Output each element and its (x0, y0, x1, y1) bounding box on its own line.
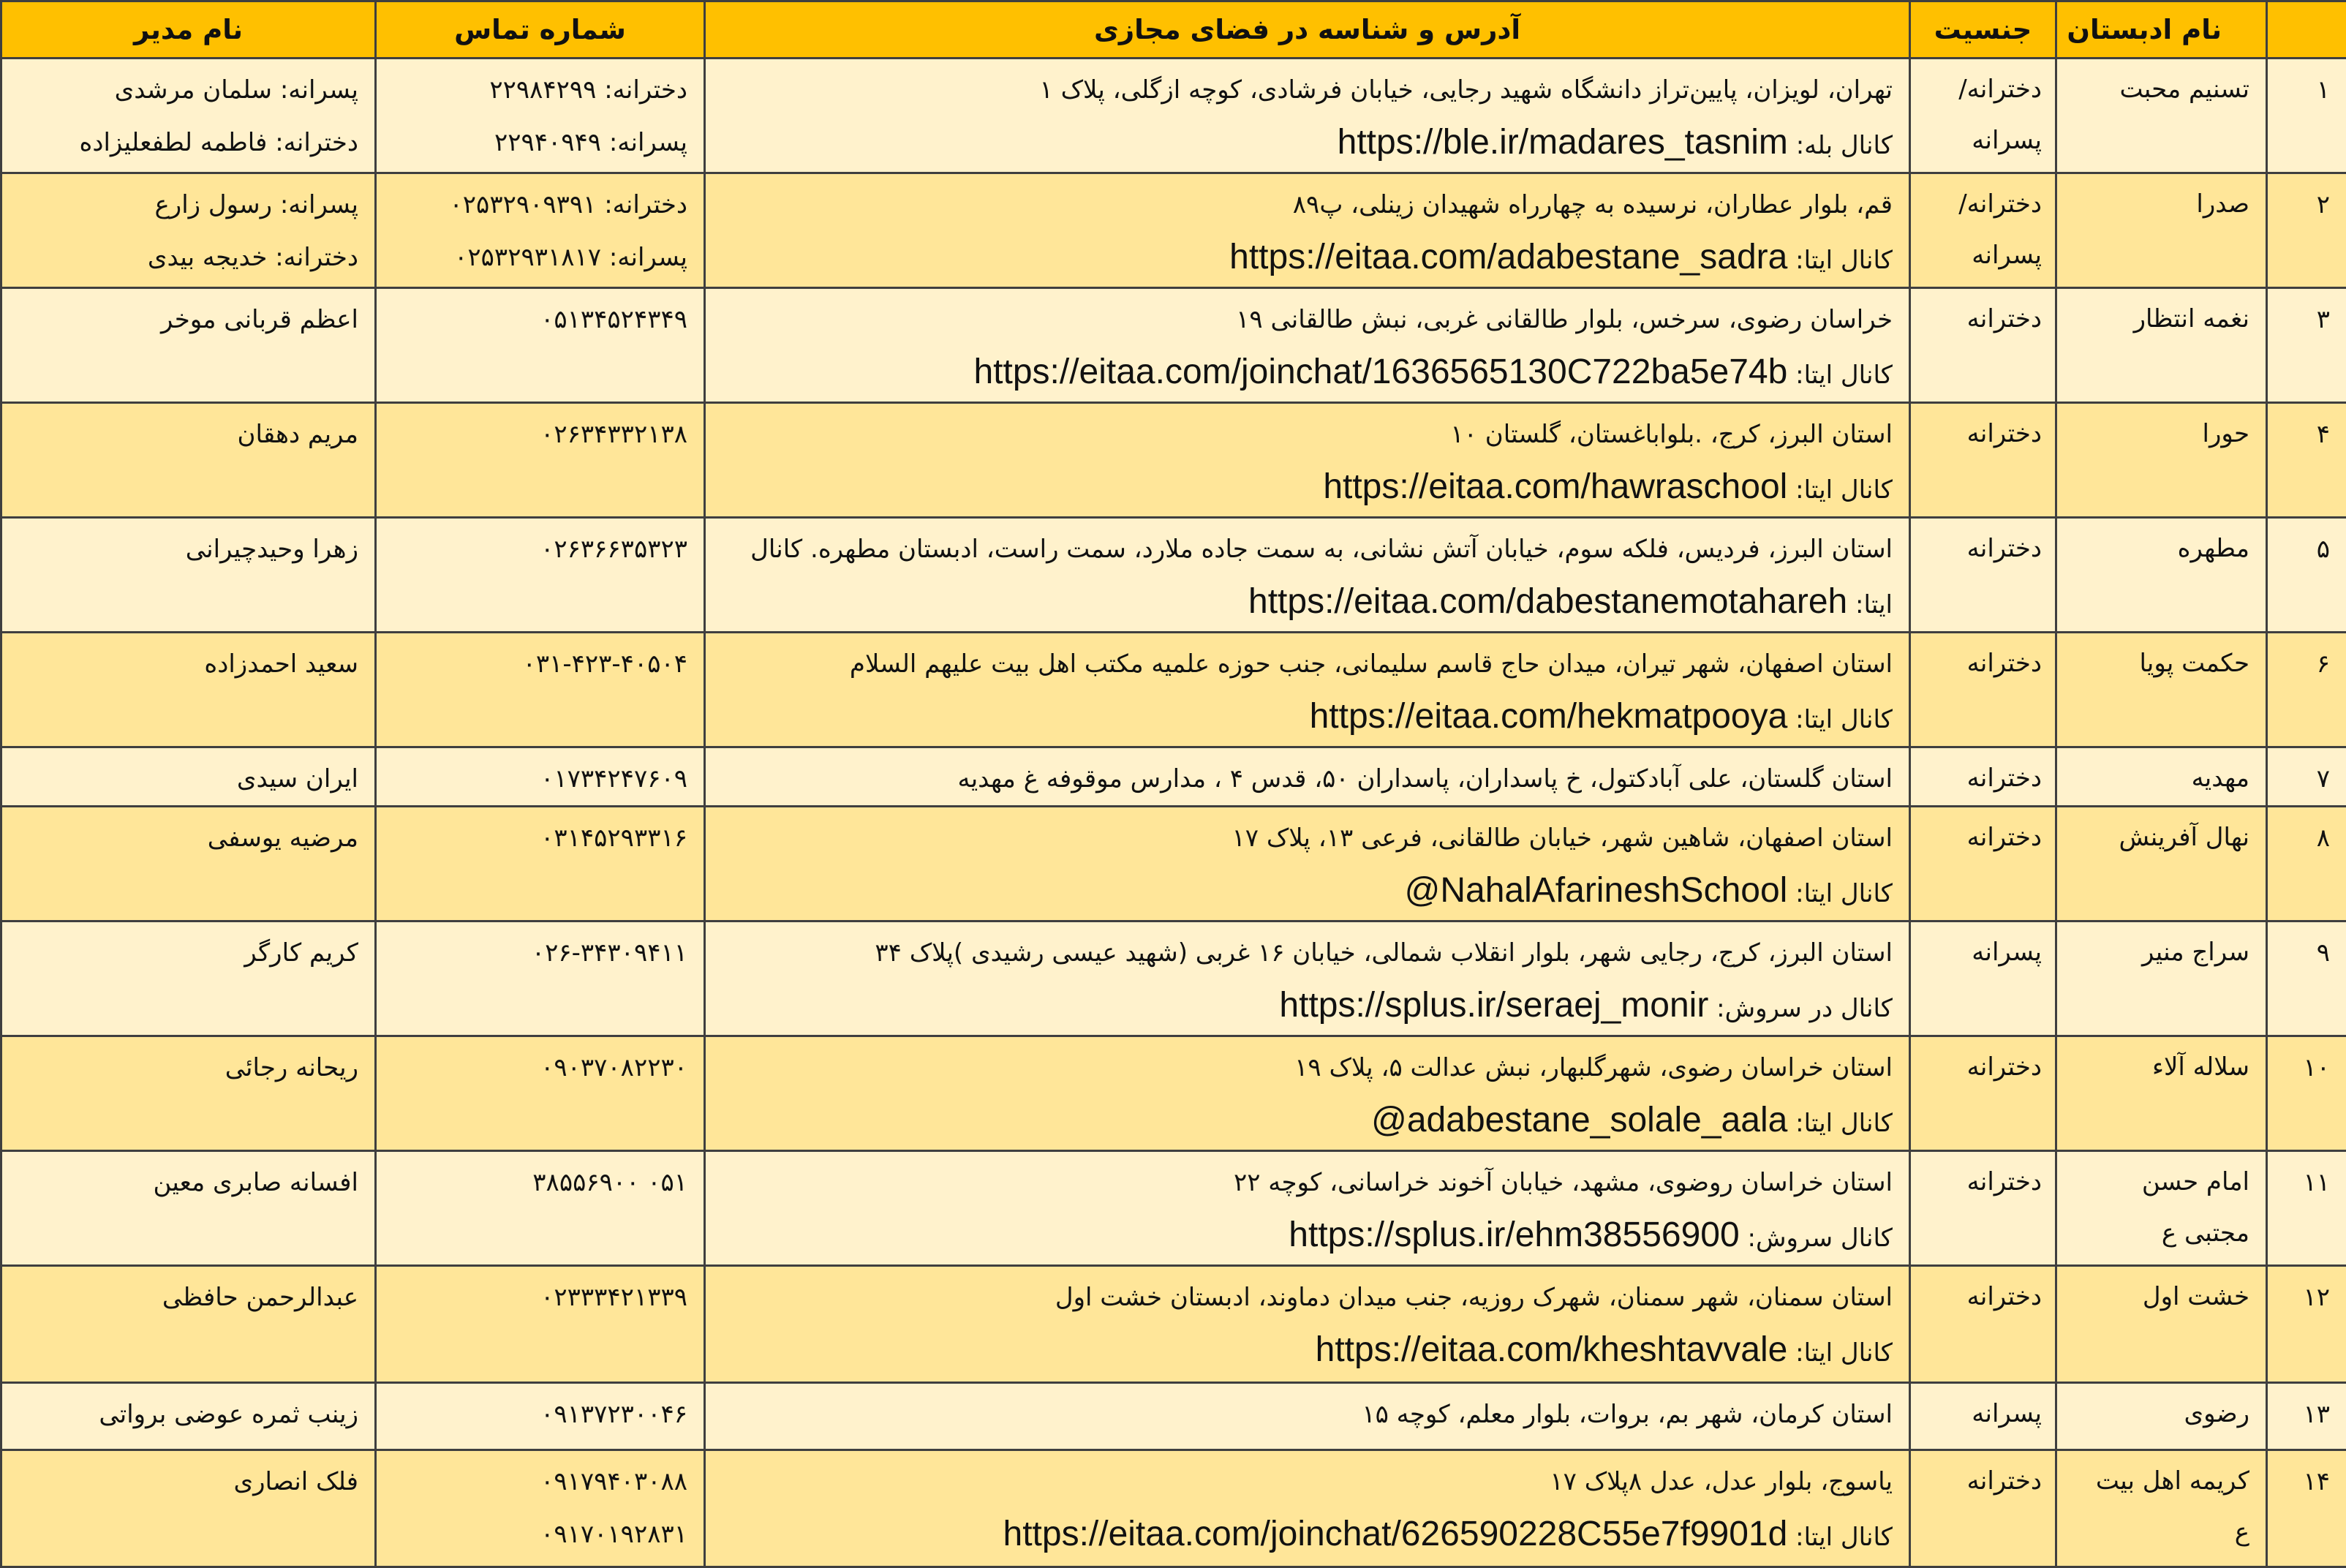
address-cell (705, 747, 1910, 807)
channel-label: کانال ایتا: (1795, 475, 1893, 505)
gender-cell (1910, 807, 2056, 921)
row-number: ۱ (2317, 75, 2330, 105)
gender-cell (1910, 403, 2056, 518)
gender: دخترانه (1967, 1466, 2042, 1496)
row-number-cell (2267, 59, 2346, 173)
phone-number: ۰۹۰۳۷۰۸۲۲۳۰ (391, 1041, 687, 1094)
manager-cell (1, 1036, 376, 1151)
phone-number: ۰۵۱۳۴۵۲۴۳۴۹ (391, 293, 687, 346)
phone-number: ۰۹۱۳۷۲۳۰۰۴۶ (391, 1388, 687, 1441)
gender: دخترانه (1967, 304, 2042, 333)
school-name-cell (2056, 403, 2267, 518)
address-cell (705, 1036, 1910, 1151)
gender: دخترانه (1967, 1282, 2042, 1311)
row-number-cell (2267, 1383, 2346, 1450)
row-number: ۹ (2317, 938, 2330, 968)
row-number: ۱۰ (2303, 1053, 2330, 1082)
table-row (1, 518, 2346, 633)
channel-label: کانال ایتا: (1795, 1338, 1893, 1368)
manager-cell (1, 173, 376, 288)
phone-number: ۰۱۷۳۴۲۴۷۶۰۹ (391, 753, 687, 805)
school-name-cell (2056, 59, 2267, 173)
row-number: ۱۱ (2303, 1168, 2330, 1197)
row-number: ۱۳ (2303, 1400, 2330, 1429)
school-name: صدرا (2196, 189, 2249, 219)
address: خراسان رضوی، سرخس، بلوار طالقانی غربی، نبش طالقانی ۱۹ (722, 293, 1893, 346)
phone-cell (376, 747, 705, 807)
manager-cell (1, 1266, 376, 1383)
manager-name: فلک انصاری (18, 1455, 358, 1508)
manager-cell (1, 1450, 376, 1567)
phone-cell (376, 518, 705, 633)
address-cell (705, 1450, 1910, 1567)
channel-line (722, 576, 1893, 631)
gender: دخترانه (1967, 1052, 2042, 1082)
school-name-cell (2056, 1450, 2267, 1567)
school-name: کریمه اهل بیت ع (2096, 1466, 2249, 1547)
channel-link[interactable]: https://eitaa.com/joinchat/626590228C55e7f9901d (1003, 1515, 1788, 1553)
channel-line (722, 1209, 1893, 1264)
school-name-cell (2056, 288, 2267, 403)
school-name: نغمه انتظار (2134, 304, 2249, 333)
manager-name: مرضیه یوسفی (18, 812, 358, 864)
school-name: خشت اول (2143, 1282, 2249, 1311)
manager-name: ایران سیدی (18, 753, 358, 805)
header-row-number (2267, 1, 2346, 59)
gender: دخترانه (1967, 823, 2042, 852)
row-number-cell (2267, 807, 2346, 921)
header-phone: شماره تماس (376, 1, 705, 59)
row-number: ۸ (2317, 823, 2330, 853)
gender-cell (1910, 1450, 2056, 1567)
phone-cell (376, 921, 705, 1036)
manager-name: زینب ثمره عوضی برواتی (18, 1388, 358, 1441)
phone-number: ۰۵۱ ۳۸۵۵۶۹۰۰ (391, 1156, 687, 1209)
manager-name: زهرا وحیدچیرانی (18, 523, 358, 576)
row-number-cell (2267, 921, 2346, 1036)
channel-link[interactable]: https://eitaa.com/kheshtavvale (1316, 1330, 1788, 1369)
channel-label: کانال ایتا: (1795, 1109, 1893, 1138)
row-number: ۲ (2317, 190, 2330, 219)
channel-label: کانال ایتا: (1795, 361, 1893, 390)
manager-name: سعید احمدزاده (18, 638, 358, 690)
gender-cell (1910, 1266, 2056, 1383)
phone-number: ۰۲۶۳۴۳۳۲۱۳۸ (391, 408, 687, 461)
manager-name: عبدالرحمن حافظی (18, 1271, 358, 1324)
school-name-cell (2056, 518, 2267, 633)
address-cell (705, 1266, 1910, 1383)
gender: دخترانه (1967, 1167, 2042, 1196)
gender: پسرانه (1972, 1399, 2042, 1428)
school-name-cell (2056, 1266, 2267, 1383)
phone-cell (376, 1036, 705, 1151)
address: استان سمنان، شهر سمنان، شهرک روزیه، جنب میدان دماوند، ادبستان خشت اول (722, 1271, 1893, 1324)
school-name: حورا (2203, 419, 2249, 448)
phone-cell (376, 1266, 705, 1383)
address: قم، بلوار عطاران، نرسیده به چهارراه شهیدان زینلی، پ۸۹ (722, 178, 1893, 231)
table-row (1, 59, 2346, 173)
phone-number: ۰۹۱۷۹۴۰۳۰۸۸ (391, 1455, 687, 1508)
gender: دخترانه (1967, 649, 2042, 678)
channel-line (722, 864, 1893, 920)
phone-number: پسرانه: ۰۲۵۳۲۹۳۱۸۱۷ (391, 231, 687, 284)
school-name-cell (2056, 747, 2267, 807)
table-row (1, 403, 2346, 518)
gender: دخترانه/ پسرانه (1958, 75, 2042, 155)
channel-line (722, 461, 1893, 516)
channel-label: ایتا: (1855, 590, 1893, 619)
row-number-cell (2267, 173, 2346, 288)
address-cell (705, 807, 1910, 921)
address-cell (705, 173, 1910, 288)
channel-link[interactable]: https://eitaa.com/hawraschool (1323, 467, 1787, 506)
table-row (1, 1036, 2346, 1151)
row-number-cell (2267, 518, 2346, 633)
gender-cell (1910, 173, 2056, 288)
phone-number: ۰۹۱۷۰۱۹۲۸۳۱ (391, 1508, 687, 1561)
phone-cell (376, 173, 705, 288)
school-name: حکمت پویا (2140, 649, 2250, 678)
phone-number: دخترانه: ۰۲۵۳۲۹۰۹۳۹۱ (391, 178, 687, 231)
school-name-cell (2056, 921, 2267, 1036)
school-name-cell (2056, 1151, 2267, 1266)
header-manager: نام مدیر (1, 1, 376, 59)
channel-label: کانال در سروش: (1716, 994, 1893, 1023)
phone-number: ۰۳۱۴۵۲۹۳۳۱۶ (391, 812, 687, 864)
channel-link[interactable]: https://eitaa.com/adabestane_sadra (1229, 238, 1787, 276)
manager-cell (1, 1151, 376, 1266)
manager-name: ریحانه رجائی (18, 1041, 358, 1094)
school-name-cell (2056, 1036, 2267, 1151)
manager-name: پسرانه: رسول زارع (18, 178, 358, 231)
row-number: ۵ (2317, 535, 2330, 564)
address: استان البرز، فردیس، فلکه سوم، خیابان آتش نشانی، به سمت جاده ملارد، سمت راست، ادبستان مطهره. کانال (722, 523, 1893, 576)
phone-number: ۰۲۳۳۳۴۲۱۳۳۹ (391, 1271, 687, 1324)
table-row (1, 747, 2346, 807)
table-row (1, 173, 2346, 288)
table-row (1, 1383, 2346, 1450)
phone-cell (376, 403, 705, 518)
school-name-cell (2056, 633, 2267, 747)
gender-cell (1910, 59, 2056, 173)
row-number: ۶ (2317, 649, 2330, 679)
address: استان کرمان، شهر بم، بروات، بلوار معلم، کوچه ۱۵ (722, 1388, 1893, 1441)
row-number-cell (2267, 633, 2346, 747)
address-cell (705, 59, 1910, 173)
school-name-cell (2056, 1383, 2267, 1450)
phone-number: پسرانه: ۲۲۹۴۰۹۴۹ (391, 116, 687, 169)
address: تهران، لویزان، پایین‌تراز دانشگاه شهید رجایی، خیابان فرشادی، کوچه ازگلی، پلاک ۱ (722, 64, 1893, 116)
address-cell (705, 403, 1910, 518)
address: استان خراسان روضوی، مشهد، خیابان آخوند خراسانی، کوچه ۲۲ (722, 1156, 1893, 1209)
phone-number: دخترانه: ۲۲۹۸۴۲۹۹ (391, 64, 687, 116)
channel-label: کانال ایتا: (1795, 879, 1893, 908)
manager-cell (1, 807, 376, 921)
address: استان اصفهان، شهر تیران، میدان حاج قاسم سلیمانی، جنب حوزه علمیه مکتب اهل بیت علیهم السلام (722, 638, 1893, 690)
school-name: سلاله آلاء (2152, 1052, 2249, 1082)
table-row (1, 1151, 2346, 1266)
school-name-cell (2056, 807, 2267, 921)
gender-cell (1910, 747, 2056, 807)
manager-cell (1, 633, 376, 747)
gender-cell (1910, 288, 2056, 403)
phone-cell (376, 59, 705, 173)
channel-link[interactable]: https://eitaa.com/joinchat/1636565130C722ba5e74b (973, 353, 1787, 391)
table-row (1, 633, 2346, 747)
manager-name: اعظم قربانی موخر (18, 293, 358, 346)
address: استان البرز، کرج، .بلواباغستان، گلستان ۱۰ (722, 408, 1893, 461)
address-cell (705, 1383, 1910, 1450)
gender: دخترانه (1967, 419, 2042, 448)
gender: دخترانه (1967, 534, 2042, 563)
phone-cell (376, 288, 705, 403)
school-name: تسنیم محبت (2119, 75, 2249, 104)
row-number: ۱۴ (2303, 1467, 2330, 1496)
manager-cell (1, 518, 376, 633)
row-number-cell (2267, 1151, 2346, 1266)
phone-cell (376, 807, 705, 921)
address-cell (705, 518, 1910, 633)
manager-name: مریم دهقان (18, 408, 358, 461)
address: استان اصفهان، شاهین شهر، خیابان طالقانی، فرعی ۱۳، پلاک ۱۷ (722, 812, 1893, 864)
channel-link[interactable]: @adabestane_solale_aala (1371, 1101, 1787, 1139)
channel-label: کانال ایتا: (1795, 705, 1893, 734)
row-number-cell (2267, 403, 2346, 518)
gender: دخترانه (1967, 764, 2042, 793)
gender-cell (1910, 518, 2056, 633)
phone-number: ۰۳۱-۴۲۳-۴۰۵۰۴ (391, 638, 687, 690)
header-gender: جنسیت (1910, 1, 2056, 59)
manager-name: کریم کارگر (18, 927, 358, 979)
channel-link[interactable]: https://eitaa.com/dabestanemotahareh (1248, 582, 1847, 621)
row-number-cell (2267, 1266, 2346, 1383)
channel-link[interactable]: https://eitaa.com/hekmatpooya (1310, 697, 1788, 736)
school-name: مطهره (2178, 534, 2249, 563)
school-name: رضوی (2184, 1399, 2249, 1428)
table-row (1, 921, 2346, 1036)
manager-cell (1, 403, 376, 518)
manager-cell (1, 288, 376, 403)
channel-line (722, 1508, 1893, 1564)
channel-label: کانال ایتا: (1795, 1523, 1893, 1552)
gender-cell (1910, 1151, 2056, 1266)
channel-line (722, 116, 1893, 172)
channel-label: کانال سروش: (1747, 1224, 1893, 1253)
phone-cell (376, 633, 705, 747)
row-number-cell (2267, 288, 2346, 403)
gender-cell (1910, 1036, 2056, 1151)
row-number: ۱۲ (2303, 1283, 2330, 1312)
channel-label: کانال ایتا: (1795, 246, 1893, 275)
phone-cell (376, 1151, 705, 1266)
table-row (1, 807, 2346, 921)
manager-name: دخترانه: فاطمه لطفعلیزاده (18, 116, 358, 169)
row-number: ۳ (2317, 305, 2330, 334)
row-number: ۴ (2317, 420, 2330, 449)
table-row (1, 1450, 2346, 1567)
phone-number: ۰۲۶-۳۴۳۰۹۴۱۱ (391, 927, 687, 979)
phone-number: ۰۲۶۳۶۶۳۵۳۲۳ (391, 523, 687, 576)
channel-label: کانال بله: (1796, 131, 1893, 160)
row-number-cell (2267, 1450, 2346, 1567)
address-cell (705, 633, 1910, 747)
address-cell (705, 921, 1910, 1036)
manager-cell (1, 59, 376, 173)
phone-cell (376, 1450, 705, 1567)
channel-line (722, 231, 1893, 287)
manager-name: دخترانه: خدیجه بیدی (18, 231, 358, 284)
header-address: آدرس و شناسه در فضای مجازی (705, 1, 1910, 59)
school-name: مهدیه (2192, 764, 2249, 793)
school-name: امام حسن مجتبی ع (2142, 1167, 2249, 1248)
phone-cell (376, 1383, 705, 1450)
manager-name: افسانه صابری معین (18, 1156, 358, 1209)
address: یاسوج، بلوار عدل، عدل ۸پلاک ۱۷ (722, 1455, 1893, 1508)
channel-line (722, 346, 1893, 402)
gender: دخترانه/ پسرانه (1958, 189, 2042, 270)
address: استان خراسان رضوی، شهرگلبهار، نبش عدالت ۵، پلاک ۱۹ (722, 1041, 1893, 1094)
channel-link[interactable]: https://splus.ir/seraej_monir (1279, 986, 1708, 1025)
channel-link[interactable]: https://splus.ir/ehm38556900 (1289, 1215, 1739, 1254)
gender-cell (1910, 633, 2056, 747)
address-cell (705, 288, 1910, 403)
row-number-cell (2267, 1036, 2346, 1151)
school-name: نهال آفرینش (2119, 823, 2249, 852)
manager-name: پسرانه: سلمان مرشدی (18, 64, 358, 116)
row-number: ۷ (2317, 764, 2330, 794)
channel-line (722, 1094, 1893, 1150)
address: استان البرز، کرج، رجایی شهر، بلوار انقلاب شمالی، خیابان ۱۶ غربی (شهید عیسی رشیدی )پلاک ۳۴ (722, 927, 1893, 979)
channel-link[interactable]: https://ble.ir/madares_tasnim (1338, 123, 1788, 162)
table-row (1, 1266, 2346, 1383)
manager-cell (1, 1383, 376, 1450)
table-row (1, 288, 2346, 403)
row-number-cell (2267, 747, 2346, 807)
address: استان گلستان، علی آبادکتول، خ پاسداران، پاسداران ۵۰، قدس ۴ ، مدارس موقوفه غ مهدیه (722, 753, 1893, 805)
school-name-cell (2056, 173, 2267, 288)
channel-line (722, 979, 1893, 1035)
channel-line (722, 1324, 1893, 1379)
header-row (1, 1, 2346, 59)
address-cell (705, 1151, 1910, 1266)
channel-link[interactable]: @NahalAfarineshSchool (1405, 871, 1788, 910)
gender: پسرانه (1972, 938, 2042, 967)
channel-line (722, 690, 1893, 746)
manager-cell (1, 747, 376, 807)
header-school-name: نام ادبستان (2056, 1, 2267, 59)
gender-cell (1910, 921, 2056, 1036)
manager-cell (1, 921, 376, 1036)
school-name: سراج منیر (2142, 938, 2249, 967)
gender-cell (1910, 1383, 2056, 1450)
